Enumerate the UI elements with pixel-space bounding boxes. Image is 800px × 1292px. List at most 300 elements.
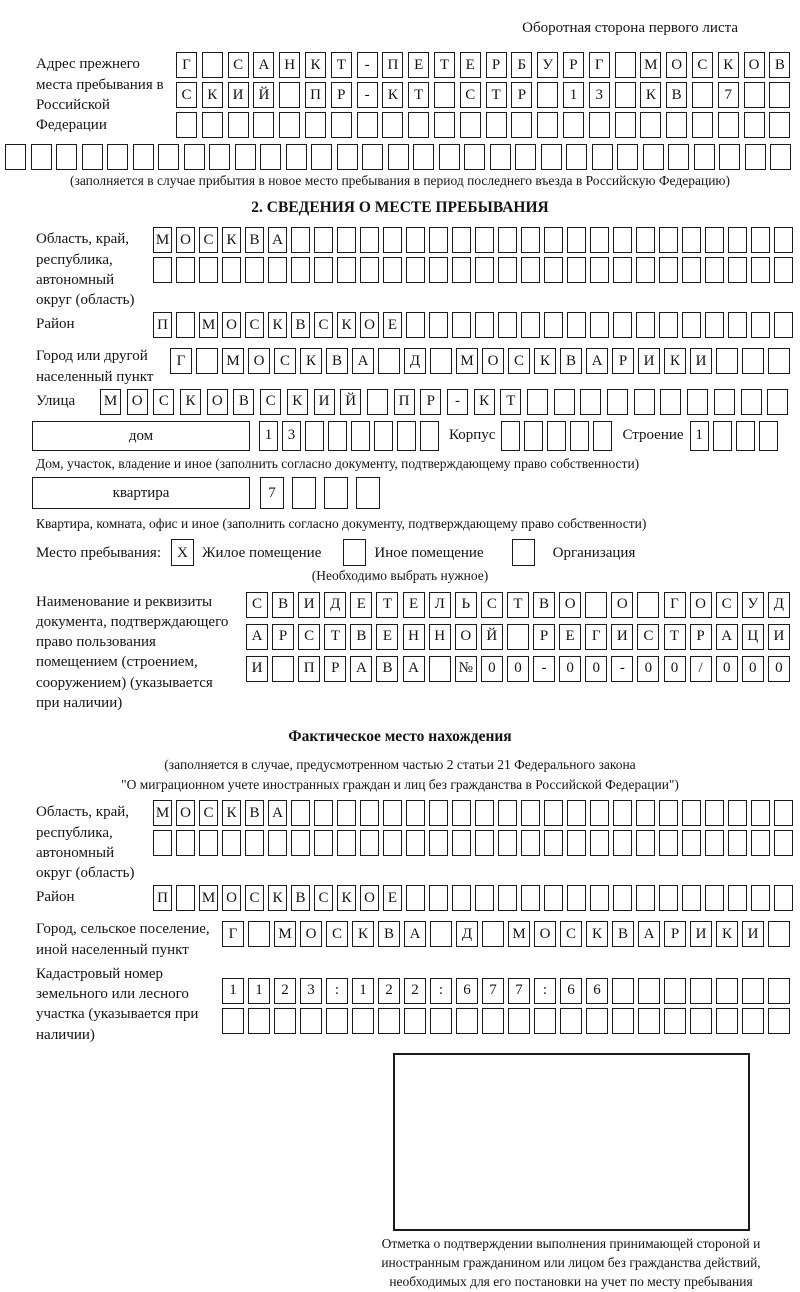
char-cell	[728, 257, 747, 283]
char-cell	[682, 257, 701, 283]
char-cell	[184, 144, 205, 170]
char-cell: А	[246, 624, 268, 650]
char-cell	[498, 830, 517, 856]
apartment-note: Квартира, комната, офис и иное (заполнить согласно документу, подтверждающему право собственности)	[36, 516, 647, 532]
char-cell	[406, 227, 425, 253]
char-cell	[774, 227, 793, 253]
char-cell	[664, 1008, 686, 1034]
char-cell	[337, 257, 356, 283]
char-cell: С	[298, 624, 320, 650]
char-cell	[475, 830, 494, 856]
char-cell	[429, 312, 448, 338]
char-cell	[324, 477, 348, 509]
char-cell: Т	[486, 82, 507, 108]
char-cell: В	[378, 921, 400, 947]
char-cell	[759, 421, 778, 451]
char-cell: П	[153, 885, 172, 911]
char-cell: 0	[507, 656, 529, 682]
char-cell	[357, 112, 378, 138]
district-block	[36, 312, 800, 342]
char-cell	[718, 112, 739, 138]
actual-region-row-1	[153, 800, 797, 826]
char-cell: 0	[742, 656, 764, 682]
char-cell	[305, 112, 326, 138]
char-cell	[768, 921, 790, 947]
char-cell: Р	[272, 624, 294, 650]
char-cell	[544, 227, 563, 253]
char-cell: С	[314, 885, 333, 911]
char-cell	[690, 978, 712, 1004]
char-cell	[498, 257, 517, 283]
char-cell	[659, 257, 678, 283]
char-cell: С	[245, 885, 264, 911]
stay-type-note: (Необходимо выбрать нужное)	[311, 568, 489, 584]
char-cell: Н	[429, 624, 451, 650]
char-cell	[360, 800, 379, 826]
char-cell: Й	[340, 389, 361, 415]
char-cell: О	[176, 227, 195, 253]
char-cell: 1	[259, 421, 278, 451]
char-cell	[774, 312, 793, 338]
char-cell: И	[314, 389, 335, 415]
char-cell	[452, 885, 471, 911]
char-cell	[452, 800, 471, 826]
char-cell: К	[180, 389, 201, 415]
actual-district-block	[36, 885, 800, 915]
char-cell	[430, 921, 452, 947]
document-row-2	[246, 624, 794, 650]
char-cell	[196, 348, 218, 374]
char-cell: Т	[500, 389, 521, 415]
char-cell	[541, 144, 562, 170]
char-cell: Л	[429, 592, 451, 618]
char-cell	[666, 112, 687, 138]
char-cell: В	[350, 624, 372, 650]
char-cell	[682, 227, 701, 253]
char-cell: Р	[331, 82, 352, 108]
char-cell	[413, 144, 434, 170]
char-cell	[682, 830, 701, 856]
char-cell	[260, 144, 281, 170]
stay-type-option-other-premises-label: Иное помещение	[374, 544, 484, 561]
char-cell	[544, 830, 563, 856]
char-cell: К	[640, 82, 661, 108]
document-block	[36, 590, 800, 714]
char-cell: С	[560, 921, 582, 947]
char-cell: Р	[324, 656, 346, 682]
char-cell	[634, 389, 655, 415]
char-cell: О	[666, 52, 687, 78]
char-cell	[615, 112, 636, 138]
char-cell: 3	[282, 421, 301, 451]
char-cell	[636, 312, 655, 338]
char-cell	[527, 389, 548, 415]
char-cell	[774, 257, 793, 283]
char-cell: С	[199, 227, 218, 253]
char-cell: Д	[324, 592, 346, 618]
char-cell	[107, 144, 128, 170]
char-cell	[668, 144, 689, 170]
char-cell	[659, 312, 678, 338]
char-cell: В	[533, 592, 555, 618]
char-cell	[279, 82, 300, 108]
char-cell	[31, 144, 52, 170]
char-cell	[515, 144, 536, 170]
korpus-row	[501, 421, 616, 451]
char-cell: И	[690, 348, 712, 374]
char-cell	[521, 257, 540, 283]
char-cell	[337, 227, 356, 253]
char-cell: М	[100, 389, 121, 415]
stamp-area	[375, 1053, 767, 1292]
char-cell	[351, 421, 370, 451]
char-cell	[770, 144, 791, 170]
char-cell	[511, 112, 532, 138]
char-cell: А	[716, 624, 738, 650]
char-cell: П	[153, 312, 172, 338]
char-cell	[592, 144, 613, 170]
char-cell: К	[352, 921, 374, 947]
char-cell: С	[246, 592, 268, 618]
char-cell	[176, 885, 195, 911]
char-cell	[429, 800, 448, 826]
stay-type-checkbox-residential[interactable]: X	[171, 539, 194, 566]
char-cell	[521, 312, 540, 338]
char-cell	[692, 112, 713, 138]
char-cell: И	[611, 624, 633, 650]
char-cell	[383, 227, 402, 253]
char-cell	[331, 112, 352, 138]
char-cell	[567, 885, 586, 911]
char-cell: -	[357, 52, 378, 78]
char-cell: 6	[456, 978, 478, 1004]
char-cell: В	[666, 82, 687, 108]
char-cell: 1	[563, 82, 584, 108]
char-cell	[590, 830, 609, 856]
char-cell: О	[360, 312, 379, 338]
char-cell	[202, 112, 223, 138]
char-cell: К	[222, 800, 241, 826]
prev-address-row-2	[176, 82, 795, 108]
char-cell: О	[300, 921, 322, 947]
prev-address-note: (заполняется в случае прибытия в новое место пребывания в период последнего въезда в Российскую Федерацию)	[69, 173, 731, 189]
char-cell: С	[176, 82, 197, 108]
char-cell: 7	[482, 978, 504, 1004]
char-cell	[5, 144, 26, 170]
char-cell	[659, 227, 678, 253]
char-cell	[328, 421, 347, 451]
char-cell: Б	[511, 52, 532, 78]
apartment-number-row	[260, 477, 388, 509]
char-cell	[580, 389, 601, 415]
char-cell: К	[474, 389, 495, 415]
char-cell: №	[455, 656, 477, 682]
char-cell: В	[245, 800, 264, 826]
char-cell	[460, 112, 481, 138]
char-cell	[429, 656, 451, 682]
char-cell	[742, 978, 764, 1004]
char-cell	[719, 144, 740, 170]
char-cell	[613, 257, 632, 283]
char-cell: И	[638, 348, 660, 374]
char-cell	[475, 885, 494, 911]
street-block	[36, 389, 800, 419]
char-cell	[534, 1008, 556, 1034]
char-cell	[498, 800, 517, 826]
char-cell	[248, 921, 270, 947]
char-cell: А	[403, 656, 425, 682]
char-cell	[613, 885, 632, 911]
char-cell: К	[300, 348, 322, 374]
char-cell	[456, 1008, 478, 1034]
char-cell	[547, 421, 566, 451]
stay-type-checkbox-other-premises[interactable]	[343, 539, 366, 566]
char-cell	[274, 1008, 296, 1034]
house-number-row	[259, 421, 443, 451]
char-cell	[404, 1008, 426, 1034]
char-cell	[659, 885, 678, 911]
char-cell	[378, 348, 400, 374]
char-cell	[475, 227, 494, 253]
char-cell	[378, 1008, 400, 1034]
char-cell: И	[228, 82, 249, 108]
char-cell: 0	[664, 656, 686, 682]
char-cell	[544, 257, 563, 283]
char-cell	[537, 82, 558, 108]
settlement-block	[36, 917, 800, 960]
char-cell: А	[268, 227, 287, 253]
char-cell: М	[199, 885, 218, 911]
char-cell	[537, 112, 558, 138]
char-cell: С	[199, 800, 218, 826]
char-cell	[434, 82, 455, 108]
char-cell	[637, 592, 659, 618]
char-cell	[498, 227, 517, 253]
char-cell	[245, 830, 264, 856]
char-cell	[452, 257, 471, 283]
char-cell: :	[534, 978, 556, 1004]
char-cell: Е	[460, 52, 481, 78]
char-cell	[615, 52, 636, 78]
char-cell: И	[690, 921, 712, 947]
char-cell	[228, 112, 249, 138]
char-cell	[429, 257, 448, 283]
char-cell	[176, 257, 195, 283]
char-cell: 0	[481, 656, 503, 682]
char-cell	[82, 144, 103, 170]
char-cell	[360, 257, 379, 283]
actual-region-block	[36, 800, 800, 883]
char-cell	[133, 144, 154, 170]
char-cell: М	[274, 921, 296, 947]
char-cell	[742, 1008, 764, 1034]
char-cell: -	[533, 656, 555, 682]
char-cell	[521, 227, 540, 253]
cadastral-row-1	[222, 978, 794, 1004]
char-cell: 1	[222, 978, 244, 1004]
char-cell	[153, 830, 172, 856]
char-cell: Т	[664, 624, 686, 650]
char-cell: 7	[508, 978, 530, 1004]
char-cell	[544, 312, 563, 338]
char-cell	[300, 1008, 322, 1034]
char-cell	[222, 257, 241, 283]
char-cell	[420, 421, 439, 451]
char-cell: Т	[507, 592, 529, 618]
char-cell	[475, 800, 494, 826]
char-cell	[383, 830, 402, 856]
char-cell	[406, 800, 425, 826]
char-cell	[567, 830, 586, 856]
char-cell: /	[690, 656, 712, 682]
char-cell	[475, 312, 494, 338]
char-cell	[430, 1008, 452, 1034]
char-cell	[705, 885, 724, 911]
char-cell	[279, 112, 300, 138]
char-cell	[612, 978, 634, 1004]
char-cell	[360, 830, 379, 856]
char-cell: Й	[481, 624, 503, 650]
char-cell: А	[404, 921, 426, 947]
char-cell: Д	[456, 921, 478, 947]
char-cell: 2	[378, 978, 400, 1004]
char-cell: А	[638, 921, 660, 947]
char-cell: И	[742, 921, 764, 947]
char-cell	[153, 257, 172, 283]
char-cell: П	[305, 82, 326, 108]
char-cell	[692, 82, 713, 108]
char-cell: К	[718, 52, 739, 78]
stay-type-label: Место пребывания:	[36, 544, 161, 561]
char-cell: К	[534, 348, 556, 374]
char-cell	[406, 830, 425, 856]
char-cell: М	[640, 52, 661, 78]
char-cell	[636, 227, 655, 253]
char-cell	[314, 800, 333, 826]
char-cell	[388, 144, 409, 170]
char-cell: 0	[585, 656, 607, 682]
apartment-type-box: квартира	[32, 477, 250, 509]
char-cell	[769, 82, 790, 108]
char-cell	[705, 800, 724, 826]
document-label: Наименование и реквизиты документа, подтверждающего право пользования помещением (строением, сооружением) (указывается при наличии)	[36, 593, 229, 711]
char-cell: С	[153, 389, 174, 415]
char-cell	[751, 800, 770, 826]
actual-district-row	[153, 885, 797, 911]
char-cell	[636, 885, 655, 911]
char-cell: С	[481, 592, 503, 618]
char-cell	[199, 257, 218, 283]
char-cell: 6	[560, 978, 582, 1004]
region-label: Область, край, республика, автономный округ (область)	[36, 231, 135, 309]
char-cell: 6	[586, 978, 608, 1004]
char-cell: К	[268, 885, 287, 911]
char-cell: В	[291, 312, 310, 338]
document-grid	[246, 590, 794, 686]
char-cell	[774, 885, 793, 911]
char-cell: М	[153, 227, 172, 253]
char-cell: А	[586, 348, 608, 374]
city-block	[36, 344, 800, 387]
char-cell	[311, 144, 332, 170]
char-cell: С	[716, 592, 738, 618]
char-cell: О	[222, 312, 241, 338]
char-cell	[566, 144, 587, 170]
char-cell: С	[692, 52, 713, 78]
char-cell: С	[326, 921, 348, 947]
char-cell	[482, 1008, 504, 1034]
char-cell	[664, 978, 686, 1004]
char-cell: О	[176, 800, 195, 826]
char-cell: 2	[274, 978, 296, 1004]
char-cell	[682, 312, 701, 338]
stay-type-checkbox-organization[interactable]	[512, 539, 535, 566]
char-cell	[751, 227, 770, 253]
char-cell	[248, 1008, 270, 1034]
char-cell	[397, 421, 416, 451]
char-cell	[209, 144, 230, 170]
char-cell: И	[246, 656, 268, 682]
char-cell: О	[744, 52, 765, 78]
char-cell	[563, 112, 584, 138]
actual-location-title: Фактическое место нахождения	[288, 728, 512, 746]
prev-address-block	[36, 52, 800, 142]
house-block	[32, 421, 800, 455]
char-cell: Н	[403, 624, 425, 650]
char-cell: С	[228, 52, 249, 78]
char-cell	[615, 82, 636, 108]
char-cell	[767, 389, 788, 415]
char-cell	[352, 1008, 374, 1034]
char-cell	[567, 227, 586, 253]
char-cell: К	[664, 348, 686, 374]
char-cell: Р	[420, 389, 441, 415]
char-cell: О	[455, 624, 477, 650]
actual-district-label: Район	[36, 889, 75, 906]
char-cell	[716, 348, 738, 374]
char-cell	[768, 1008, 790, 1034]
char-cell: Е	[559, 624, 581, 650]
char-cell: Р	[664, 921, 686, 947]
char-cell: С	[508, 348, 530, 374]
char-cell	[682, 800, 701, 826]
char-cell: М	[222, 348, 244, 374]
char-cell	[314, 830, 333, 856]
cadastral-label: Кадастровый номер земельного или лесного участка (указывается при наличии)	[36, 965, 199, 1043]
char-cell: :	[430, 978, 452, 1004]
char-cell	[705, 830, 724, 856]
char-cell: О	[127, 389, 148, 415]
settlement-row	[222, 921, 794, 947]
char-cell	[590, 885, 609, 911]
char-cell: Т	[376, 592, 398, 618]
char-cell: В	[326, 348, 348, 374]
char-cell: 7	[260, 477, 284, 509]
char-cell	[768, 348, 790, 374]
char-cell	[326, 1008, 348, 1034]
char-cell	[736, 421, 755, 451]
char-cell: 0	[768, 656, 790, 682]
korpus-label: Корпус	[449, 426, 496, 443]
prev-address-row-3	[176, 112, 795, 138]
char-cell: С	[637, 624, 659, 650]
char-cell	[751, 257, 770, 283]
char-cell	[498, 885, 517, 911]
house-note: Дом, участок, владение и иное (заполнить согласно документу, подтверждающему право собственности)	[36, 455, 640, 471]
char-cell	[728, 885, 747, 911]
stay-type-option-organization-label: Организация	[552, 544, 636, 561]
char-cell	[291, 830, 310, 856]
